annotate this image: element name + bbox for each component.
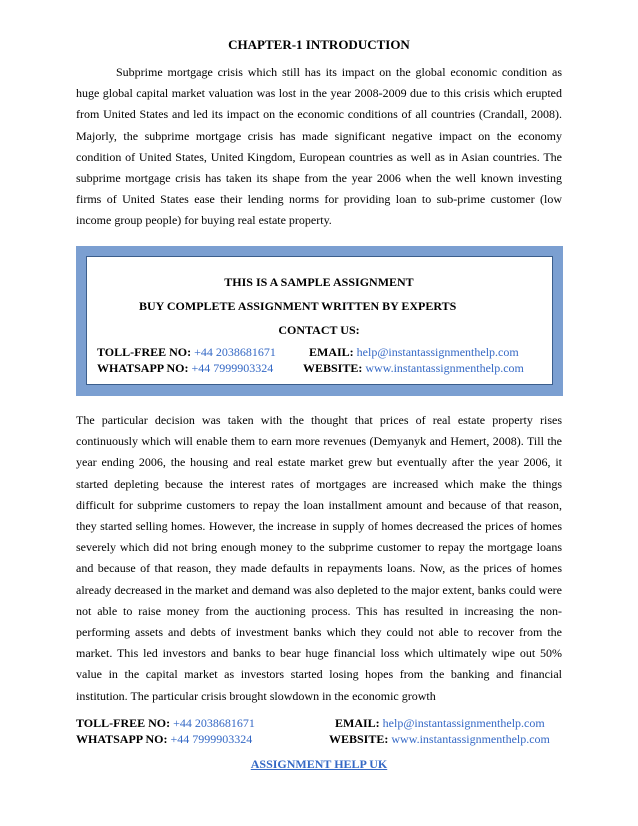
- banner-whatsapp-label: WHATSAPP NO:: [97, 361, 189, 375]
- footer-whatsapp: [76, 732, 252, 747]
- footer-email: [335, 716, 545, 731]
- footer-email-label: EMAIL:: [335, 716, 380, 730]
- paragraph-intro: Subprime mortgage crisis which still has its impact on the global economic condition as huge global capital market valuation was lost in the year 2008-2009 due to this crisis which erupted from United States and led its impact on the economic conditions of all countries (Crandall, 2008). Majorly, the subprime mortgage crisis has made significant negative impact on the economy condition of United States, United Kingdom, European countries as well as in Asian countries. The subprime mortgage crisis has taken its shape from the year 2006 when the well known investing firms of United States ease their lending norms for providing loan to sub-prime customer (low income group people) for buying real estate property.: [76, 65, 562, 228]
- footer-tollfree-label: TOLL-FREE NO:: [76, 716, 171, 730]
- banner-website-link[interactable]: www.instantassignmenthelp.com: [365, 361, 524, 375]
- footer-website-link[interactable]: www.instantassignmenthelp.com: [391, 732, 550, 746]
- banner-website-label: WEBSITE:: [303, 361, 363, 375]
- footer-whatsapp-label: WHATSAPP NO:: [76, 732, 168, 746]
- banner-whatsapp: [97, 361, 273, 376]
- banner-email-link[interactable]: help@instantassignmenthelp.com: [356, 345, 519, 359]
- banner-email: [309, 345, 519, 360]
- banner-contact-heading: CONTACT US:: [278, 323, 360, 337]
- footer-website: [329, 732, 550, 747]
- banner-tollfree-label: TOLL-FREE NO:: [97, 345, 192, 359]
- sample-assignment-banner: [76, 246, 563, 396]
- banner-whatsapp-value[interactable]: +44 7999903324: [191, 361, 274, 375]
- footer-email-link[interactable]: help@instantassignmenthelp.com: [382, 716, 545, 730]
- banner-website: [303, 361, 524, 376]
- banner-tollfree: [97, 345, 276, 360]
- footer-tollfree-value[interactable]: +44 2038681671: [173, 716, 255, 730]
- assignment-help-uk-link[interactable]: ASSIGNMENT HELP UK: [250, 757, 388, 771]
- chapter-title: CHAPTER-1 INTRODUCTION: [228, 37, 410, 52]
- banner-subheading: BUY COMPLETE ASSIGNMENT WRITTEN BY EXPERTS: [139, 299, 457, 313]
- banner-tollfree-value[interactable]: +44 2038681671: [194, 345, 276, 359]
- paragraph-body: The particular decision was taken with the thought that prices of real estate property rises continuously which will enable them to earn more revenues (Demyanyk and Hemert, 2008). Till the year ending 2006, the housing and real estate market grew but eventually after the year 2006, it started depleting because the interest rates of mortgages are increased which make the things difficult for subprime customers to repay the loan installment amount and because of that reason, they started selling homes. However, the increase in supply of homes decreased the prices of homes severely which did not bring enough money to the subprime customer to repay the mortgage loans and because of that reason, they made defaults in repayments loans. Now, as the prices of homes already decreased in the market and demand was also depleted to the major extent, banks could were not able to raise money from the auctioning process. This has resulted in increasing the non-performing assets and debts of investment banks which they could not able to recover from the market. This led investors and banks to bear huge financial loss which ultimately wipe out 50% value in the capital market as investors started losing hopes from the banking and financial institution. The particular crisis brought slowdown in the economic growth: [76, 413, 562, 703]
- banner-inner-panel: [86, 256, 553, 385]
- banner-email-label: EMAIL:: [309, 345, 354, 359]
- footer-website-label: WEBSITE:: [329, 732, 389, 746]
- footer-tollfree: [76, 716, 255, 731]
- footer-whatsapp-value[interactable]: +44 7999903324: [170, 732, 253, 746]
- banner-heading: THIS IS A SAMPLE ASSIGNMENT: [224, 275, 414, 289]
